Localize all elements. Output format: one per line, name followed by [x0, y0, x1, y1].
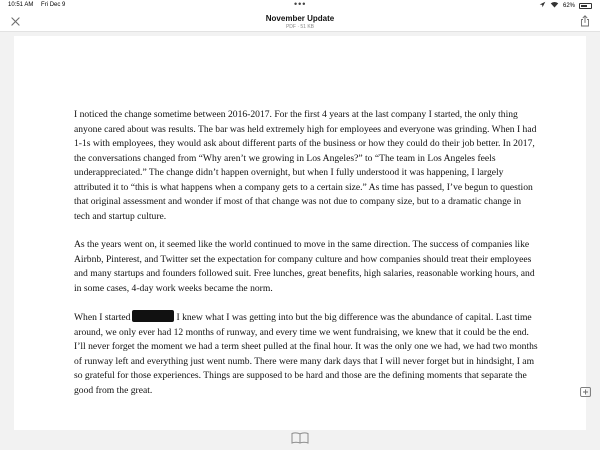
document-title: November Update [265, 14, 335, 23]
annotate-button[interactable] [578, 386, 592, 398]
share-icon [580, 15, 590, 27]
thumbnails-button[interactable] [289, 431, 311, 445]
faded-next-line [74, 419, 538, 430]
wifi-icon [550, 1, 559, 10]
bottom-toolbar [0, 430, 600, 450]
document-subtitle: PDF · 51 KB [285, 24, 315, 30]
status-date: Fri Dec 9 [41, 2, 66, 8]
status-time: 10:51 AM [8, 2, 34, 8]
paragraph-3 [74, 310, 538, 398]
share-button[interactable] [578, 14, 592, 28]
book-icon [291, 432, 309, 444]
multitasking-dots[interactable]: ••• [294, 0, 307, 9]
battery-icon [579, 3, 592, 9]
pdf-page[interactable] [14, 36, 586, 430]
status-indicators [539, 1, 592, 10]
redacted-company-name [132, 310, 174, 322]
paragraph-3-rest: I knew what I was getting into but the big difference was the abundance of capital. Last time around, we only ever had 12 months of runway, and every time we went fundraising, we knew that it could be the end. I’ll never forget the moment we had a term sheet pulled at the final hour. It was the only one we had, we had two months of runway left and everything just went numb. There were many dark days that I will never forget but in hindsight, I am so grateful for those experiences. Things are supposed to be hard and those are the defining moments that separate the good from the great. [74, 312, 538, 396]
status-bar [0, 0, 600, 11]
paragraph-2: As the years went on, it seemed like the world continued to move in the same direction. The success of companies like Airbnb, Pinterest, and Twitter set the expectation for company culture and how companies should treat their employees and many startups and founders followed suit. Free lunches, great benefits, high salaries, reasonable working hours, and in some cases, 4-day work weeks became the norm. [74, 239, 535, 294]
note-icon [580, 387, 591, 397]
status-time-date [8, 2, 65, 8]
battery-fill [581, 5, 587, 7]
battery-percent: 62% [562, 2, 575, 9]
document-body [74, 108, 538, 412]
location-icon [539, 1, 546, 10]
nav-bar [0, 11, 600, 32]
paragraph-1: I noticed the change sometime between 2016-2017. For the first 4 years at the last company I started, the only thing anyone cared about was results. The bar was held extremely high for employees and everyone was grinding. When I had 1-1s with employees, they would ask about different parts of the business or how they could do their job better. In 2017, the conversations changed from “Why aren’t we growing in Los Angeles?” to “The team in Los Angeles feels underappreciated.” The change didn’t happen overnight, but when I fully understood it was happening, I largely attributed it to “this is what happens when a company gets to a certain size.” As time has passed, I’ve begun to question that original assessment and wonder if most of that change was not due to company size, but to a dramatic change in tech and startup culture. [74, 109, 537, 222]
paragraph-3-start: When I started [74, 312, 131, 323]
